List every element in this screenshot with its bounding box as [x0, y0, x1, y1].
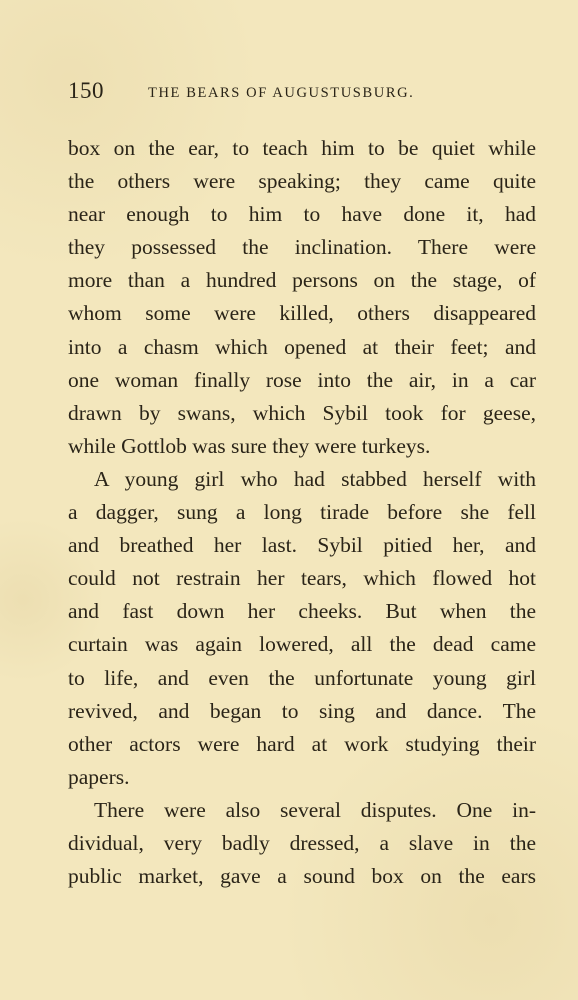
text-line: whom some were killed, others disappeared	[68, 301, 536, 326]
text-line: revived, and began to sing and dance. The	[68, 698, 536, 723]
text-line: papers.	[68, 764, 130, 789]
text-line: a dagger, sung a long tirade before she fell	[68, 500, 536, 525]
text-line: while Gottlob was sure they were turkeys.	[68, 433, 431, 458]
text-line: other actors were hard at work studying their	[68, 731, 536, 756]
running-title: THE BEARS OF AUGUSTUSBURG.	[148, 85, 415, 101]
paragraph-3	[68, 794, 536, 893]
paragraph-1	[68, 132, 536, 463]
running-head	[68, 78, 536, 108]
paragraph-2	[68, 463, 536, 794]
text-line: into a chasm which opened at their feet; and	[68, 334, 536, 359]
text-line: public market, gave a sound box on the ears	[68, 864, 536, 889]
body-text	[68, 132, 536, 893]
text-line: box on the ear, to teach him to be quiet while	[68, 136, 536, 160]
text-line: dividual, very badly dressed, a slave in the	[68, 830, 536, 855]
text-line: drawn by swans, which Sybil took for geese,	[68, 400, 536, 425]
text-line: and breathed her last. Sybil pitied her, and	[68, 533, 536, 558]
text-line: A young girl who had stabbed herself with	[94, 466, 536, 491]
text-line: curtain was again lowered, all the dead came	[68, 632, 536, 657]
text-line: the others were speaking; they came quite	[68, 169, 536, 194]
text-line: There were also several disputes. One in-	[94, 797, 536, 822]
page-number: 150	[68, 78, 104, 103]
text-line: they possessed the inclination. There were	[68, 235, 536, 260]
text-line: one woman finally rose into the air, in a car	[68, 367, 536, 392]
text-line: could not restrain her tears, which flowed hot	[68, 566, 536, 591]
text-line: near enough to him to have done it, had	[68, 202, 536, 227]
text-line: and fast down her cheeks. But when the	[68, 599, 536, 624]
text-line: more than a hundred persons on the stage, of	[68, 268, 536, 293]
text-line: to life, and even the unfortunate young girl	[68, 665, 536, 690]
